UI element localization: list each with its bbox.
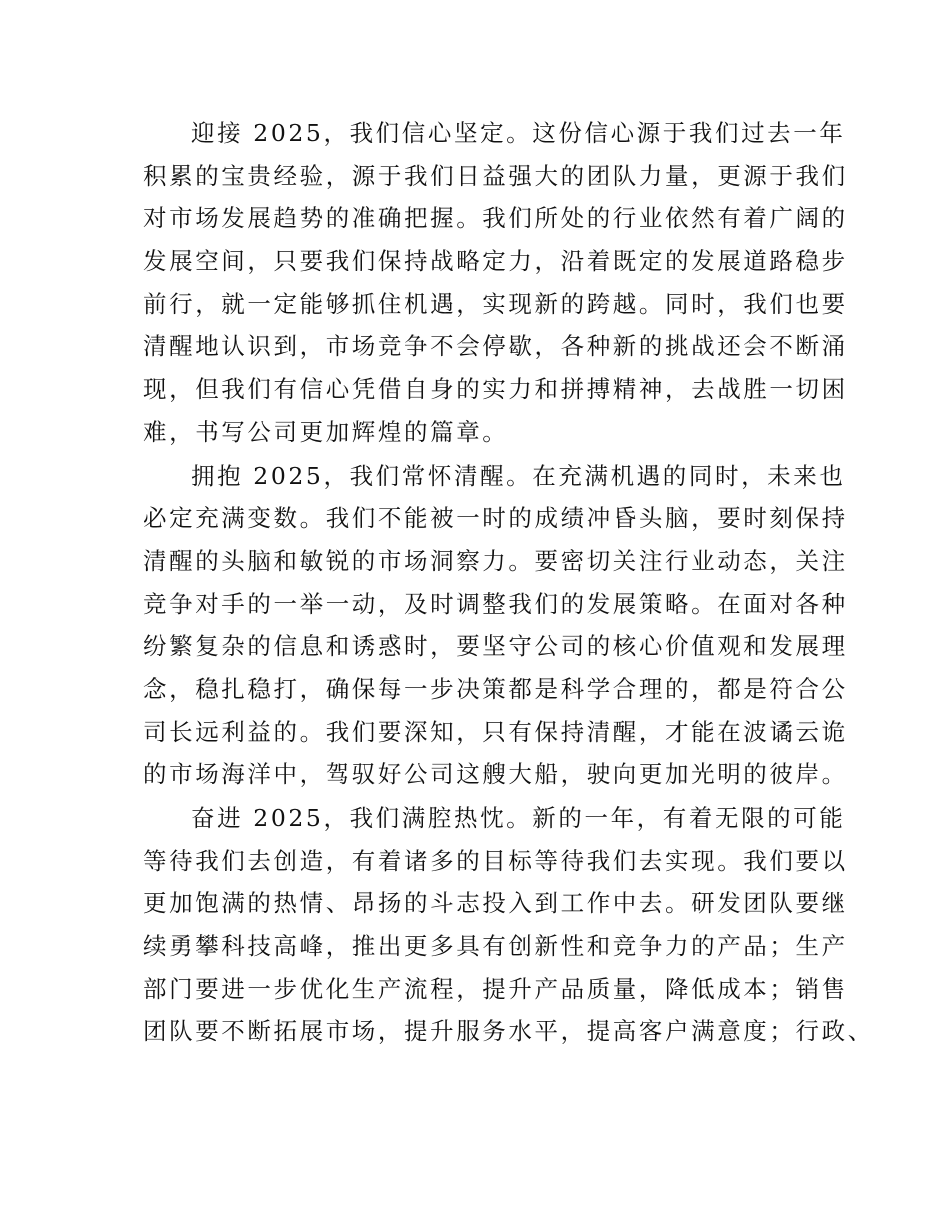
text-line: 迎接 2025，我们信心坚定。这份信心源于我们过去一年 [191,119,846,147]
text-line: 发展空间，只要我们保持战略定力，沿着既定的发展道路稳步 [143,247,848,276]
text-line: 的市场海洋中，驾驭好公司这艘大船，驶向更加光明的彼岸。 [143,760,848,789]
paragraph-passion [143,797,874,1053]
text-line: 纷繁复杂的信息和诱惑时，要坚守公司的核心价值观和发展理 [143,632,848,661]
text-line: 司长远利益的。我们要深知，只有保持清醒，才能在波谲云诡 [143,717,848,746]
text-line: 续勇攀科技高峰，推出更多具有创新性和竞争力的产品；生产 [143,932,848,961]
text-line: 积累的宝贵经验，源于我们日益强大的团队力量，更源于我们 [143,161,848,190]
paragraph-confidence [143,112,848,454]
text-line: 清醒的头脑和敏锐的市场洞察力。要密切关注行业动态，关注 [143,546,848,575]
text-line: 竞争对手的一举一动，及时调整我们的发展策略。在面对各种 [143,589,848,618]
text-line: 清醒地认识到，市场竞争不会停歇，各种新的挑战还会不断涌 [143,332,848,361]
paragraph-sober [143,455,848,797]
text-line: 拥抱 2025，我们常怀清醒。在充满机遇的同时，未来也 [191,461,846,490]
text-line: 部门要进一步优化生产流程，提升产品质量，降低成本；销售 [143,974,848,1003]
text-line: 现，但我们有信心凭借自身的实力和拼搏精神，去战胜一切困 [143,375,848,404]
text-line: 必定充满变数。我们不能被一时的成绩冲昏头脑，要时刻保持 [143,504,848,533]
text-line: 团队要不断拓展市场，提升服务水平，提高客户满意度；行政、 [143,1017,874,1046]
text-line: 前行，就一定能够抓住机遇，实现新的跨越。同时，我们也要 [143,289,848,318]
text-line: 更加饱满的热情、昂扬的斗志投入到工作中去。研发团队要继 [143,889,848,918]
text-line: 对市场发展趋势的准确把握。我们所处的行业依然有着广阔的 [143,204,848,233]
text-line: 念，稳扎稳打，确保每一步决策都是科学合理的，都是符合公 [143,674,848,703]
document-body [143,112,874,1054]
text-line: 奋进 2025，我们满腔热忱。新的一年，有着无限的可能 [191,804,846,832]
text-line: 难，书写公司更加辉煌的篇章。 [143,417,509,446]
text-line: 等待我们去创造，有着诸多的目标等待我们去实现。我们要以 [143,846,848,875]
